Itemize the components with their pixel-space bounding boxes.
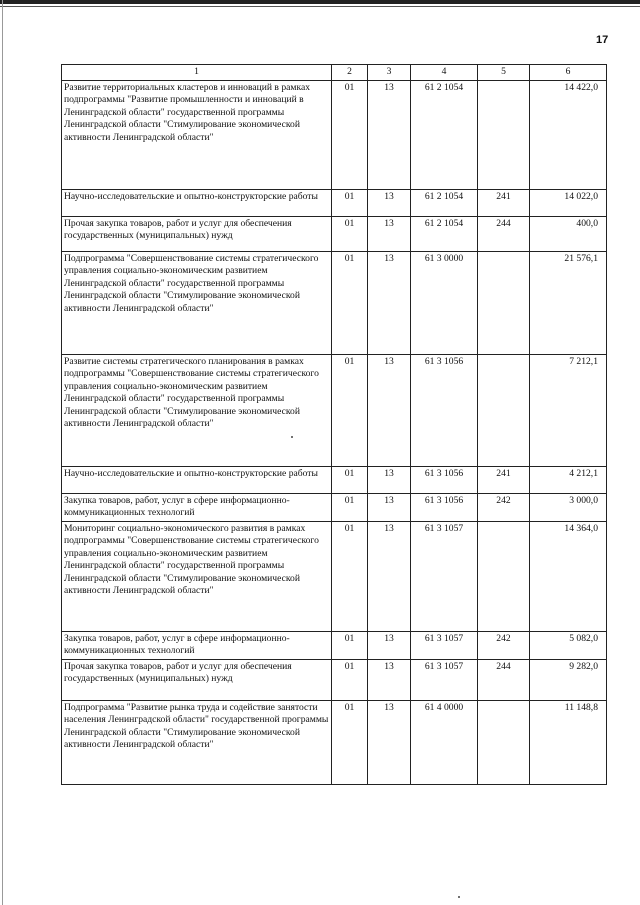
cell-target-code: 61 2 1054 (411, 80, 478, 189)
row-name: Прочая закупка товаров, работ и услуг для обеспечения государственных (муниципальных) нужд (62, 216, 332, 251)
table-row (62, 493, 607, 521)
cell-expense-type (478, 521, 530, 631)
cell-expense-type: 241 (478, 189, 530, 216)
cell-section: 01 (332, 80, 368, 189)
cell-amount: 4 212,1 (530, 466, 607, 493)
top-border-thin (0, 6, 640, 7)
cell-amount: 14 022,0 (530, 189, 607, 216)
cell-subsection: 13 (368, 80, 411, 189)
cell-subsection: 13 (368, 216, 411, 251)
cell-expense-type: 242 (478, 493, 530, 521)
cell-section: 01 (332, 354, 368, 466)
cell-amount: 9 282,0 (530, 659, 607, 700)
column-header: 4 (411, 65, 478, 81)
scan-speck (291, 436, 293, 438)
cell-section: 01 (332, 216, 368, 251)
cell-expense-type: 242 (478, 631, 530, 659)
table-row (62, 251, 607, 354)
cell-target-code: 61 3 1056 (411, 493, 478, 521)
cell-target-code: 61 3 1056 (411, 354, 478, 466)
cell-subsection: 13 (368, 631, 411, 659)
cell-section: 01 (332, 700, 368, 784)
row-name: Прочая закупка товаров, работ и услуг для обеспечения государственных (муниципальных) нужд (62, 659, 332, 700)
cell-expense-type: 241 (478, 466, 530, 493)
cell-amount: 5 082,0 (530, 631, 607, 659)
cell-expense-type (478, 80, 530, 189)
row-name: Научно-исследовательские и опытно-конструкторские работы (62, 189, 332, 216)
cell-target-code: 61 3 0000 (411, 251, 478, 354)
cell-section: 01 (332, 493, 368, 521)
cell-subsection: 13 (368, 521, 411, 631)
column-header: 5 (478, 65, 530, 81)
cell-subsection: 13 (368, 659, 411, 700)
left-border (2, 0, 3, 905)
cell-section: 01 (332, 521, 368, 631)
table-row (62, 631, 607, 659)
row-name: Развитие территориальных кластеров и инноваций в рамках подпрограммы "Развитие промышленности и инноваций в Ленинградской области" государственной программы Ленинградской области "Стимулирование экономической активности Ленинградской области" (62, 80, 332, 189)
row-name: Мониторинг социально-экономического развития в рамках подпрограммы "Совершенствование системы стратегического управления социально-экономическим развитием Ленинградской области" государственной программы Ленинградской области "Стимулирование экономической активности Ленинградской области" (62, 521, 332, 631)
cell-subsection: 13 (368, 466, 411, 493)
column-header: 3 (368, 65, 411, 81)
scan-speck (458, 896, 460, 898)
budget-table (61, 64, 607, 785)
cell-subsection: 13 (368, 251, 411, 354)
cell-amount: 7 212,1 (530, 354, 607, 466)
table-row (62, 354, 607, 466)
cell-section: 01 (332, 631, 368, 659)
cell-target-code: 61 2 1054 (411, 216, 478, 251)
cell-expense-type: 244 (478, 659, 530, 700)
table-row (62, 80, 607, 189)
row-name: Закупка товаров, работ, услуг в сфере информационно-коммуникационных технологий (62, 631, 332, 659)
table-row (62, 216, 607, 251)
cell-subsection: 13 (368, 189, 411, 216)
cell-target-code: 61 3 1057 (411, 659, 478, 700)
cell-amount: 21 576,1 (530, 251, 607, 354)
cell-expense-type (478, 354, 530, 466)
column-header: 1 (62, 65, 332, 81)
cell-subsection: 13 (368, 493, 411, 521)
column-header: 2 (332, 65, 368, 81)
table-row (62, 189, 607, 216)
table-row (62, 659, 607, 700)
cell-target-code: 61 3 1057 (411, 631, 478, 659)
cell-amount: 400,0 (530, 216, 607, 251)
cell-amount: 14 364,0 (530, 521, 607, 631)
cell-target-code: 61 3 1057 (411, 521, 478, 631)
cell-target-code: 61 4 0000 (411, 700, 478, 784)
row-name: Подпрограмма "Совершенствование системы стратегического управления социально-экономическим развитием Ленинградской области" государственной программы Ленинградской области "Стимулирование экономической активности Ленинградской области" (62, 251, 332, 354)
table-row (62, 466, 607, 493)
table-row (62, 700, 607, 784)
cell-subsection: 13 (368, 700, 411, 784)
row-name: Развитие системы стратегического планирования в рамках подпрограммы "Совершенствование системы стратегического управления социально-экономическим развитием Ленинградской области" государственной программы Ленинградской области "Стимулирование экономической активности Ленинградской области" (62, 354, 332, 466)
row-name: Научно-исследовательские и опытно-конструкторские работы (62, 466, 332, 493)
page-number: 17 (596, 34, 609, 46)
cell-expense-type (478, 700, 530, 784)
cell-section: 01 (332, 189, 368, 216)
cell-section: 01 (332, 466, 368, 493)
cell-target-code: 61 3 1056 (411, 466, 478, 493)
cell-section: 01 (332, 659, 368, 700)
cell-expense-type: 244 (478, 216, 530, 251)
column-header: 6 (530, 65, 607, 81)
cell-amount: 14 422,0 (530, 80, 607, 189)
cell-target-code: 61 2 1054 (411, 189, 478, 216)
top-border (0, 0, 640, 4)
table-header-row (62, 65, 607, 81)
cell-amount: 11 148,8 (530, 700, 607, 784)
cell-amount: 3 000,0 (530, 493, 607, 521)
table-row (62, 521, 607, 631)
cell-subsection: 13 (368, 354, 411, 466)
cell-section: 01 (332, 251, 368, 354)
row-name: Закупка товаров, работ, услуг в сфере информационно-коммуникационных технологий (62, 493, 332, 521)
row-name: Подпрограмма "Развитие рынка труда и содействие занятости населения Ленинградской области" государственной программы Ленинградской области "Стимулирование экономической активности Ленинградской области" (62, 700, 332, 784)
cell-expense-type (478, 251, 530, 354)
